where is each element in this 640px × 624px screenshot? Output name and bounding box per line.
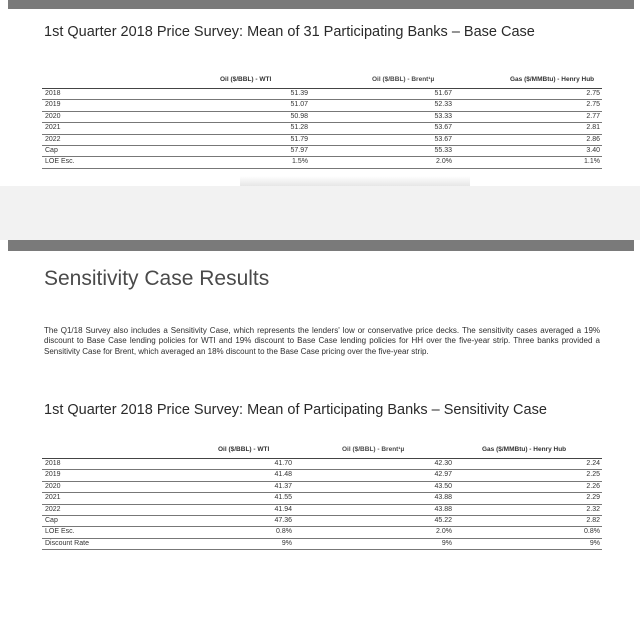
henry-hub-value: 2.81 xyxy=(586,124,600,132)
brent-value: 55.33 xyxy=(434,146,452,154)
column-header-brent: Oil ($/BBL) - Brent¹µ xyxy=(342,446,405,453)
brent-value: 53.67 xyxy=(434,124,452,132)
row-label: LOE Esc. xyxy=(45,158,75,166)
henry-hub-value: 0.8% xyxy=(584,528,600,536)
wti-value: 41.94 xyxy=(274,505,292,513)
brent-value: 43.88 xyxy=(434,494,452,502)
brent-value: 42.30 xyxy=(434,460,452,467)
row-label: 2021 xyxy=(45,124,61,132)
brent-value: 53.67 xyxy=(434,135,452,143)
column-header-brent: Oil ($/BBL) - Brent¹µ xyxy=(372,76,435,83)
wti-value: 41.70 xyxy=(274,460,292,467)
henry-hub-value: 2.32 xyxy=(586,505,600,513)
base-case-title: 1st Quarter 2018 Price Survey: Mean of 31 Participating Banks – Base Case xyxy=(44,24,535,40)
table-row xyxy=(42,135,602,146)
table-row xyxy=(42,505,602,516)
table-row xyxy=(42,146,602,157)
table-row xyxy=(42,527,602,538)
row-label: LOE Esc. xyxy=(45,528,75,536)
henry-hub-value: 2.29 xyxy=(586,494,600,502)
column-header-wti: Oil ($/BBL) - WTI xyxy=(220,76,272,83)
henry-hub-value: 2.24 xyxy=(586,460,600,467)
table-header xyxy=(42,444,602,458)
henry-hub-value: 2.26 xyxy=(586,482,600,490)
brent-value: 53.33 xyxy=(434,112,452,120)
wti-value: 51.07 xyxy=(290,101,308,109)
wti-value: 47.36 xyxy=(274,516,292,524)
henry-hub-value: 2.75 xyxy=(586,90,600,97)
table-row xyxy=(42,100,602,111)
table-row xyxy=(42,157,602,168)
table-row xyxy=(42,516,602,527)
section-rule xyxy=(8,240,634,251)
brent-value: 43.88 xyxy=(434,505,452,513)
wti-value: 41.37 xyxy=(274,482,292,490)
row-label: 2020 xyxy=(45,112,61,120)
table-row xyxy=(42,459,602,470)
henry-hub-value: 2.82 xyxy=(586,516,600,524)
brent-value: 52.33 xyxy=(434,101,452,109)
row-label: Cap xyxy=(45,146,58,154)
wti-value: 51.79 xyxy=(290,135,308,143)
henry-hub-value: 2.86 xyxy=(586,135,600,143)
brent-value: 42.97 xyxy=(434,471,452,479)
section-heading: Sensitivity Case Results xyxy=(44,267,270,290)
row-label: Cap xyxy=(45,516,58,524)
table-row xyxy=(42,123,602,134)
page-gap xyxy=(0,186,640,240)
row-label: 2020 xyxy=(45,482,61,490)
table-row xyxy=(42,470,602,481)
sensitivity-case-title: 1st Quarter 2018 Price Survey: Mean of Participating Banks – Sensitivity Case xyxy=(44,402,547,418)
henry-hub-value: 2.77 xyxy=(586,112,600,120)
column-header-wti: Oil ($/BBL) - WTI xyxy=(218,446,270,453)
table-row xyxy=(42,539,602,550)
henry-hub-value: 9% xyxy=(589,539,600,547)
row-label: 2018 xyxy=(45,90,61,97)
column-header-henry-hub: Gas ($/MMBtu) - Henry Hub xyxy=(510,76,595,83)
wti-value: 9% xyxy=(281,539,292,547)
table-row xyxy=(42,112,602,123)
row-label: 2019 xyxy=(45,471,61,479)
top-rule xyxy=(8,0,634,9)
henry-hub-value: 2.75 xyxy=(586,101,600,109)
brent-value: 2.0% xyxy=(436,158,452,166)
henry-hub-value: 1.1% xyxy=(584,158,600,166)
page-fold-shadow xyxy=(240,176,470,186)
row-label: 2021 xyxy=(45,494,61,502)
table-header xyxy=(42,74,602,88)
table-row xyxy=(42,493,602,504)
row-label: Discount Rate xyxy=(45,539,89,547)
wti-value: 1.5% xyxy=(292,158,308,166)
wti-value: 41.48 xyxy=(274,471,292,479)
column-header-henry-hub: Gas ($/MMBtu) - Henry Hub xyxy=(482,446,567,453)
wti-value: 0.8% xyxy=(276,528,292,536)
sensitivity-case-table xyxy=(42,444,602,550)
row-label: 2022 xyxy=(45,135,61,143)
wti-value: 50.98 xyxy=(290,112,308,120)
brent-value: 9% xyxy=(441,539,452,547)
brent-value: 43.50 xyxy=(434,482,452,490)
section-paragraph: The Q1/18 Survey also includes a Sensitivity Case, which represents the lenders' low or conservative price decks. The sensitivity cases averaged a 19% discount to Base Case lending policies for WTI and 19% discount to Base Case lending policies for HH over the five-year strip. Three banks provided a Sensitivity Case for Brent, which averaged an 18% discount to the Base Case pricing over the five-year strip. xyxy=(44,326,600,356)
wti-value: 41.55 xyxy=(274,494,292,502)
brent-value: 51.67 xyxy=(434,90,452,97)
wti-value: 51.39 xyxy=(290,90,308,97)
henry-hub-value: 3.40 xyxy=(586,146,600,154)
row-label: 2018 xyxy=(45,460,61,467)
table-body xyxy=(42,458,602,550)
wti-value: 57.97 xyxy=(290,146,308,154)
wti-value: 51.28 xyxy=(290,124,308,132)
henry-hub-value: 2.25 xyxy=(586,471,600,479)
table-row xyxy=(42,89,602,100)
row-label: 2022 xyxy=(45,505,61,513)
brent-value: 2.0% xyxy=(436,528,452,536)
brent-value: 45.22 xyxy=(434,516,452,524)
row-label: 2019 xyxy=(45,101,61,109)
table-row xyxy=(42,482,602,493)
